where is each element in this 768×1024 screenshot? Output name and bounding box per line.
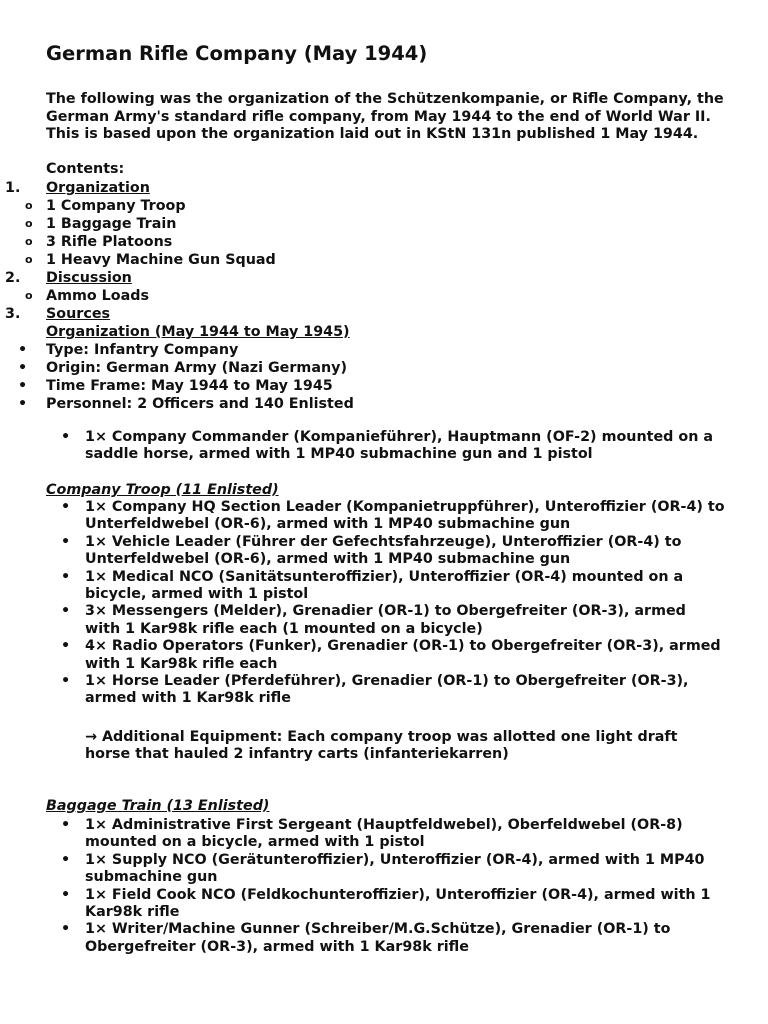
fact-text: Type: Infantry Company	[46, 342, 239, 358]
organization-heading-line	[0, 323, 354, 341]
list-item: • 3× Messengers (Melder), Grenadier (OR-1) to Obergefreiter (OR-3), armed with 1 Kar98k rifle each (1 mounted on a bicycle)	[85, 603, 725, 638]
contents-item	[0, 197, 354, 215]
contents-subitem: 1 Heavy Machine Gun Squad	[46, 252, 276, 268]
list-item: • 1× Administrative First Sergeant (Hauptfeldwebel), Oberfeldwebel (OR-8) mounted on a bicycle, armed with 1 pistol	[85, 817, 725, 852]
list-item: • 1× Supply NCO (Gerätunteroffizier), Unteroffizier (OR-4), armed with 1 MP40 submachine gun	[85, 852, 725, 887]
page-title: German Rifle Company (May 1944)	[46, 42, 428, 65]
list-item: • 1× Field Cook NCO (Feldkochunteroffizier), Unteroffizier (OR-4), armed with 1 Kar98k rifle	[85, 887, 725, 922]
circle-bullet-icon	[25, 287, 65, 305]
circle-bullet-icon	[25, 233, 65, 251]
circle-bullet-icon	[25, 215, 65, 233]
contents-link-discussion[interactable]: Discussion	[46, 270, 132, 286]
company-troop-list	[85, 499, 725, 708]
company-troop-heading: Company Troop (11 Enlisted)	[46, 482, 279, 498]
fact-item	[0, 359, 354, 377]
contents-and-facts-list	[0, 179, 354, 413]
contents-subitem: 1 Company Troop	[46, 198, 186, 214]
fact-text: Origin: German Army (Nazi Germany)	[46, 360, 348, 376]
list-item: • 1× Horse Leader (Pferdeführer), Grenadier (OR-1) to Obergefreiter (OR-3), armed with 1 Kar98k rifle	[85, 673, 725, 708]
contents-item	[0, 305, 354, 323]
contents-title: Contents:	[46, 161, 125, 177]
list-item: • 1× Company HQ Section Leader (Kompanietruppführer), Unteroffizier (OR-4) to Unterfeldwebel (OR-6), armed with 1 MP40 submachine gun	[85, 499, 725, 534]
contents-subitem: Ammo Loads	[46, 288, 149, 304]
bullet-icon	[18, 377, 58, 395]
list-item: • 1× Company Commander (Kompanieführer), Hauptmann (OF-2) mounted on a saddle horse, armed with 1 MP40 submachine gun and 1 pistol	[85, 429, 725, 464]
fact-item	[0, 377, 354, 395]
contents-link-sources[interactable]: Sources	[46, 306, 111, 322]
contents-item	[0, 233, 354, 251]
commander-list	[85, 429, 725, 464]
bullet-icon	[18, 359, 58, 377]
fact-text: Personnel: 2 Officers and 140 Enlisted	[46, 396, 354, 412]
list-number: 3.	[5, 306, 21, 322]
contents-subitem: 3 Rifle Platoons	[46, 234, 173, 250]
intro-paragraph: The following was the organization of the Schützenkompanie, or Rifle Company, the German Army's standard rifle company, from May 1944 to the end of World War II. This is based upon the organization laid out in KStN 131n published 1 May 1944.	[46, 91, 724, 143]
list-number: 1.	[5, 180, 21, 196]
contents-subitem: 1 Baggage Train	[46, 216, 177, 232]
baggage-train-list	[85, 817, 725, 956]
list-item: • 1× Vehicle Leader (Führer der Gefechtsfahrzeuge), Unteroffizier (OR-4) to Unterfeldwebel (OR-6), armed with 1 MP40 submachine gun	[85, 534, 725, 569]
circle-bullet-icon	[25, 197, 65, 215]
contents-item	[0, 269, 354, 287]
contents-item	[0, 287, 354, 305]
circle-bullet-icon	[25, 251, 65, 269]
list-item: • 4× Radio Operators (Funker), Grenadier (OR-1) to Obergefreiter (OR-3), armed with 1 Kar98k rifle each	[85, 638, 725, 673]
list-number: 2.	[5, 270, 21, 286]
additional-equipment-note: → Additional Equipment: Each company troop was allotted one light draft horse that hauled 2 infantry carts (infanteriekarren)	[85, 729, 678, 763]
baggage-train-heading: Baggage Train (13 Enlisted)	[46, 798, 270, 814]
fact-item	[0, 341, 354, 359]
list-item: • 1× Medical NCO (Sanitätsunteroffizier), Unteroffizier (OR-4) mounted on a bicycle, armed with 1 pistol	[85, 569, 725, 604]
list-item: • 1× Writer/Machine Gunner (Schreiber/M.G.Schütze), Grenadier (OR-1) to Obergefreiter (OR-3), armed with 1 Kar98k rifle	[85, 921, 725, 956]
contents-item	[0, 251, 354, 269]
contents-item	[0, 215, 354, 233]
fact-item	[0, 395, 354, 413]
contents-item	[0, 179, 354, 197]
fact-text: Time Frame: May 1944 to May 1945	[46, 378, 333, 394]
bullet-icon	[18, 341, 58, 359]
contents-link-organization[interactable]: Organization	[46, 180, 150, 196]
organization-heading: Organization (May 1944 to May 1945)	[46, 324, 350, 340]
bullet-icon	[18, 395, 58, 413]
